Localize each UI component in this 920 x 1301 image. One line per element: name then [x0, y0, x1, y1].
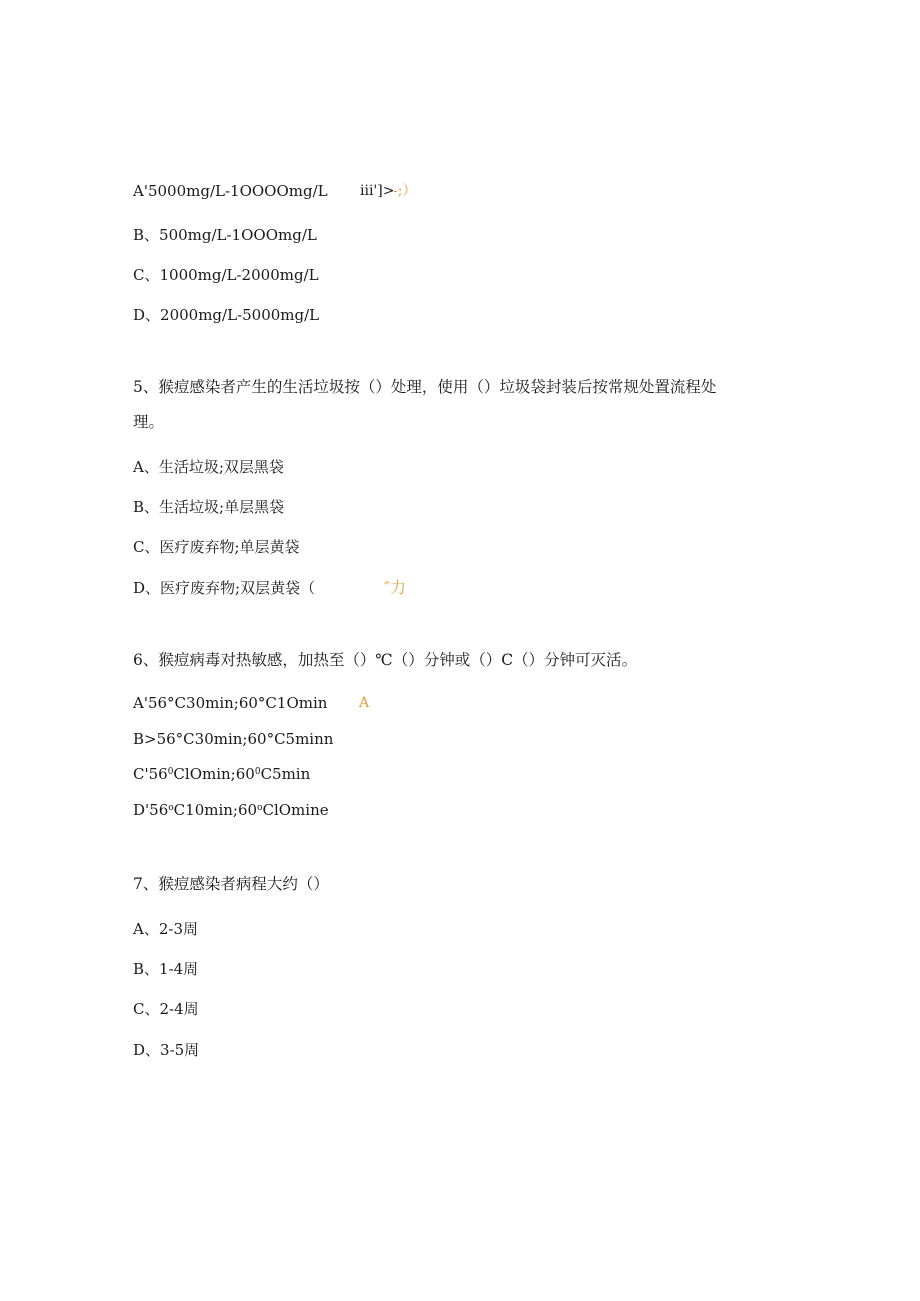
- q5-option-a: A、生活垃圾;双层黑袋: [133, 458, 284, 476]
- q6-option-a: A'56°C30min;60°C1Omin: [133, 694, 328, 712]
- q6-option-b: B>56°C30min;60°C5minn: [133, 730, 334, 748]
- q7-option-c: C、2-4周: [133, 1000, 199, 1018]
- q7-option-a: A、2-3周: [133, 920, 198, 938]
- q6-option-c-degree1: 0: [167, 767, 174, 777]
- q6-option-d-part3: ClOmine: [262, 801, 329, 819]
- q7-option-d: D、3-5周: [133, 1041, 200, 1059]
- q6-option-c-part2: ClOmin;60: [173, 765, 255, 783]
- q5-handwritten-annotation: ″力: [384, 578, 406, 597]
- q6-option-d-part1: D'56: [133, 801, 169, 819]
- q7-option-b: B、1-4周: [133, 960, 199, 978]
- q6-option-d-part2: C10min;60: [173, 801, 258, 819]
- q4-stray-mark-orange: -;）: [393, 183, 417, 199]
- q5-option-c: C、医疗废弃物;单层黄袋: [133, 538, 300, 556]
- q6-option-d: [133, 800, 329, 820]
- q5-option-b: B、生活垃圾;单层黑袋: [133, 498, 285, 516]
- q4-option-a: A'5000mg/L-1OOOOmg/L: [133, 182, 328, 200]
- q6-option-d-degree1: o: [168, 803, 174, 813]
- q6-handwritten-annotation: A: [359, 695, 370, 711]
- q6-option-c-part1: C'56: [133, 765, 168, 783]
- q4-option-d: D、2000mg/L-5000mg/L: [133, 306, 320, 324]
- q6-question: 6、猴痘病毒对热敏感，加热至（）℃（）分钟或（）C（）分钟可灭活。: [133, 651, 638, 669]
- q4-stray-mark-dark: iii']>: [360, 183, 395, 199]
- q6-option-c: [133, 764, 310, 784]
- q6-option-c-part3: C5min: [260, 765, 311, 783]
- q5-option-d: D、医疗废弃物;双层黄袋（: [133, 579, 316, 597]
- q7-question: 7、猴痘感染者病程大约（）: [133, 875, 329, 893]
- q6-option-d-degree2: o: [257, 803, 263, 813]
- q5-question-line1: 5、猴痘感染者产生的生活垃圾按（）处理，使用（）垃圾袋封装后按常规处置流程处: [133, 378, 717, 396]
- q4-option-b: B、500mg/L-1OOOmg/L: [133, 226, 317, 244]
- q6-option-c-degree2: 0: [254, 767, 261, 777]
- q4-option-c: C、1000mg/L-2000mg/L: [133, 266, 319, 284]
- q5-question-line2: 理。: [133, 413, 165, 431]
